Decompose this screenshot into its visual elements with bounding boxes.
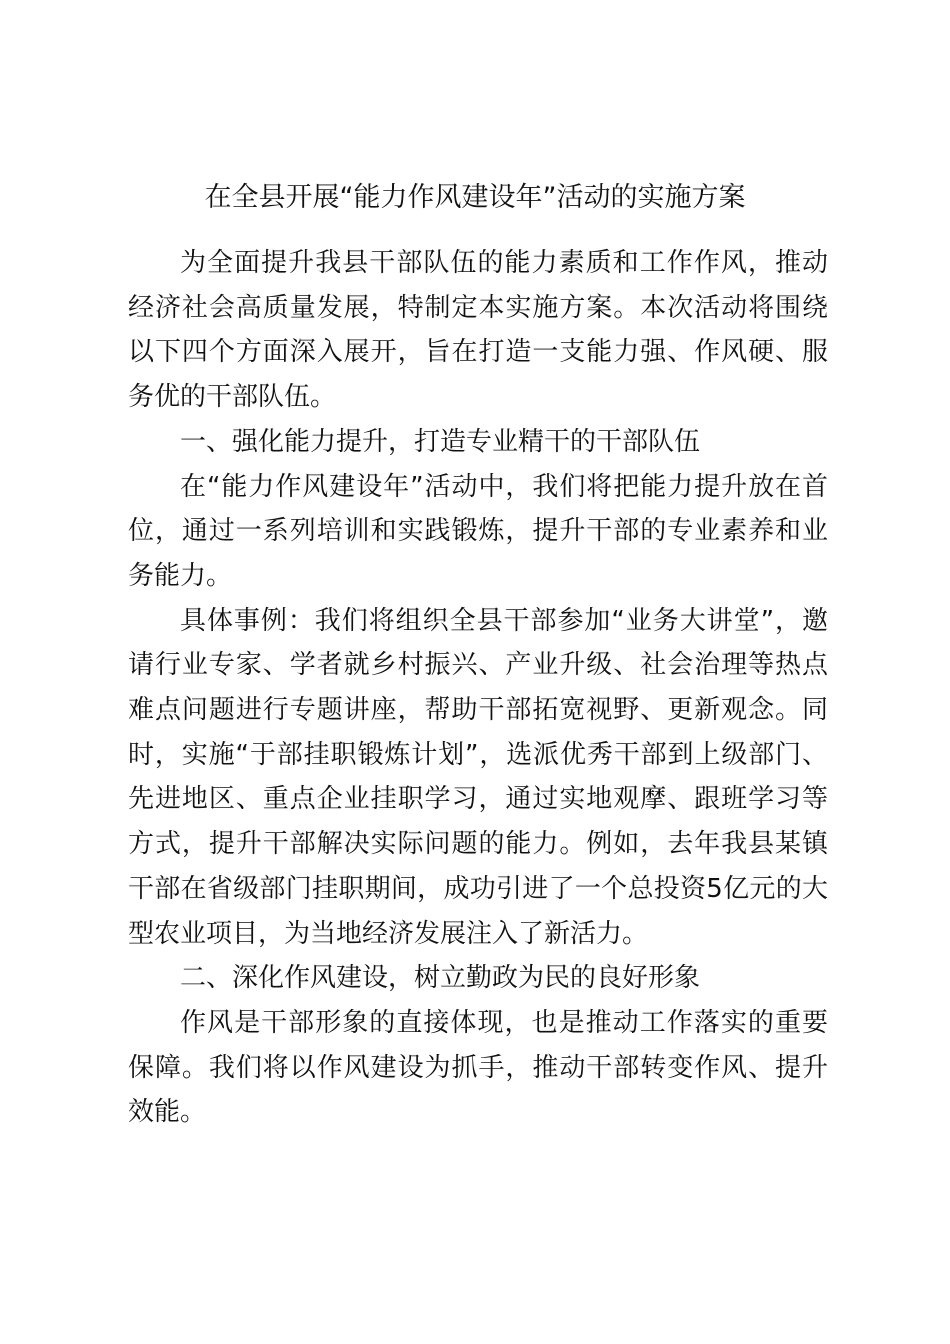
section-2-paragraph: 作风是干部形象的直接体现，也是推动工作落实的重要保障。我们将以作风建设为抓手，推动干部转变作风、提升效能。 bbox=[128, 1007, 828, 1128]
section-heading-2: 二、深化作风建设，树立勤政为民的良好形象 bbox=[180, 963, 701, 994]
intro-paragraph: 为全面提升我县干部队伍的能力素质和工作作风，推动经济社会高质量发展，特制定本实施方案。本次活动将围绕以下四个方面深入展开，旨在打造一支能力强、作风硬、服务优的干部队伍。 bbox=[128, 248, 828, 413]
document-title: 在全县开展“能力作风建设年”活动的实施方案 bbox=[204, 182, 746, 213]
example-paragraph: 具体事例：我们将组织全县干部参加“业务大讲堂”，邀请行业专家、学者就乡村振兴、产业升级、社会治理等热点难点问题进行专题讲座，帮助干部拓宽视野、更新观念。同时，实施“于部挂职锻炼计划”，选派优秀干部到上级部门、先进地区、重点企业挂职学习，通过实地观摩、跟班学习等方式，提升干部解决实际问题的能力。例如，去年我县某镇干部在省级部门挂职期间，成功引进了一个总投资5亿元的大型农业项目，为当地经济发展注入了新活力。 bbox=[128, 605, 828, 949]
section-1-paragraph: 在“能力作风建设年”活动中，我们将把能力提升放在首位，通过一系列培训和实践锻炼，提升干部的专业素养和业务能力。 bbox=[128, 471, 828, 591]
document-body bbox=[128, 241, 828, 1135]
section-heading-1: 一、强化能力提升，打造专业精干的干部队伍 bbox=[180, 426, 701, 457]
